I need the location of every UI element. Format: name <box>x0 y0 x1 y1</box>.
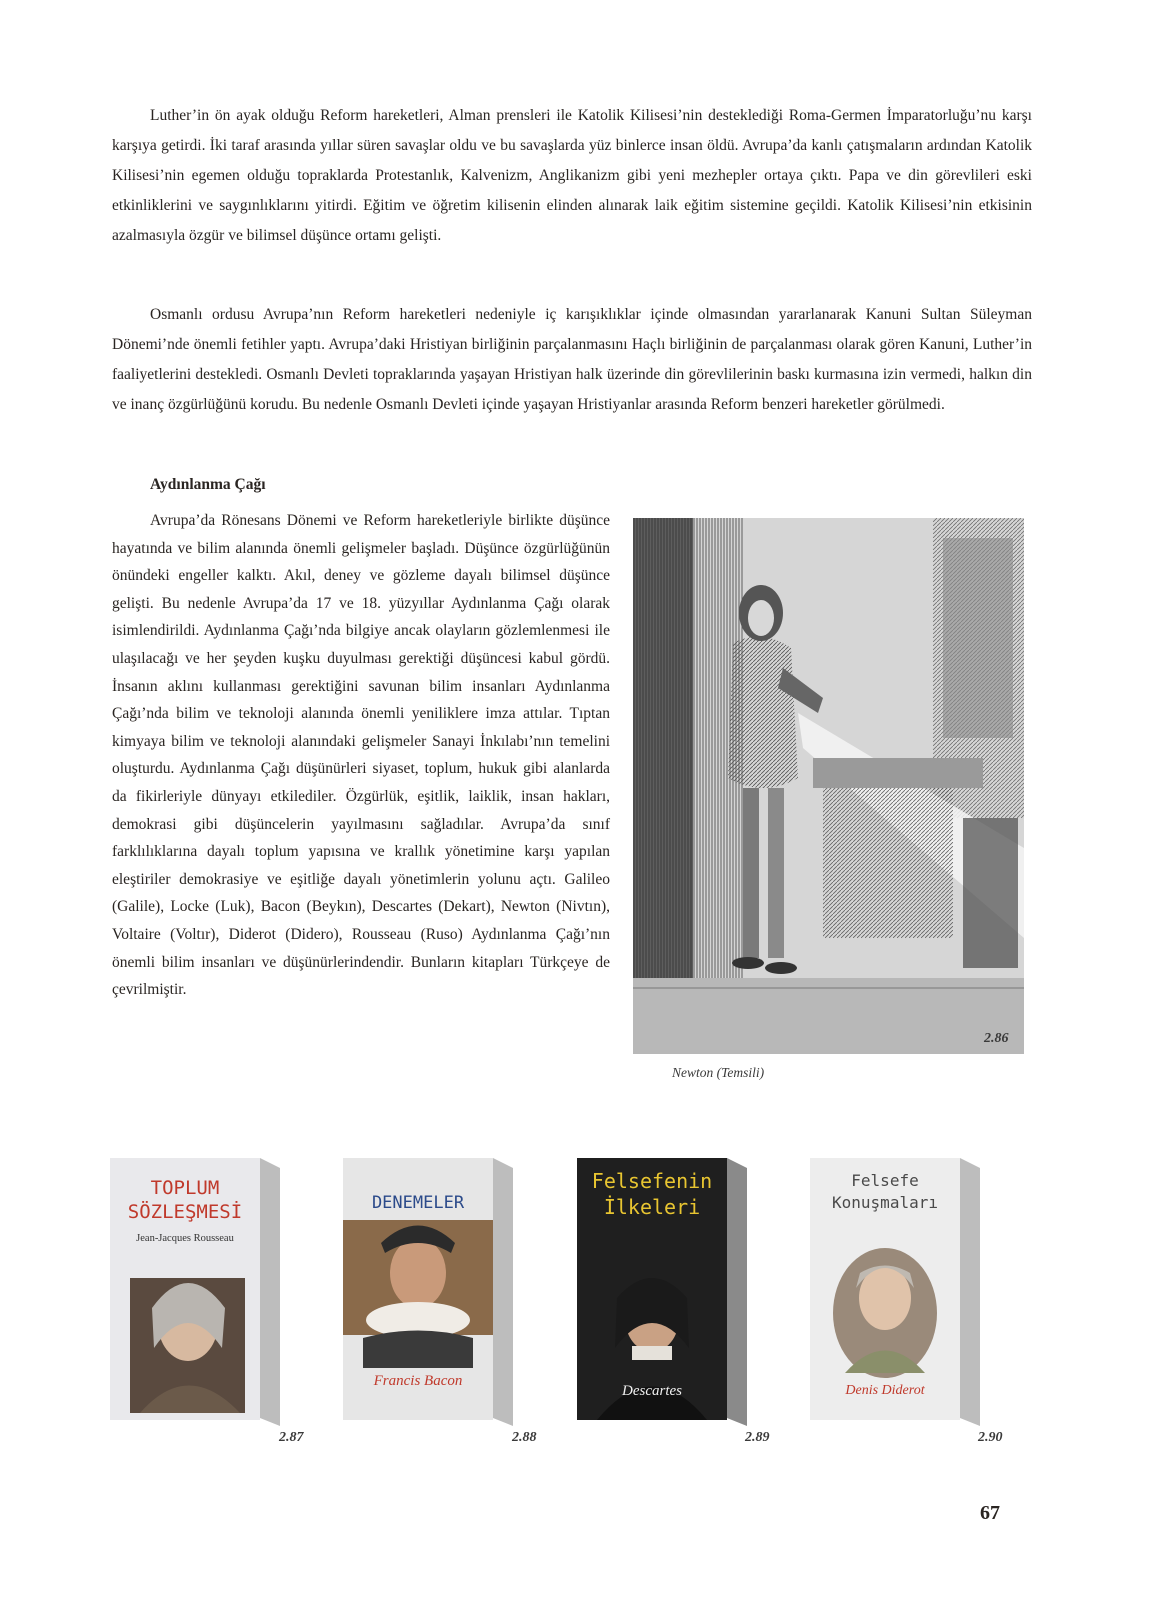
book-title: TOPLUM SÖZLEŞMESİ <box>127 1177 243 1223</box>
book-title: Felsefenin İlkeleri <box>591 1169 713 1219</box>
book-author: Jean-Jacques Rousseau <box>136 1233 234 1244</box>
figure-number-book-2: 2.88 <box>512 1430 537 1445</box>
page-number: 67 <box>980 1502 1000 1524</box>
figure-number-book-4: 2.90 <box>978 1430 1003 1445</box>
book-author: Denis Diderot <box>845 1383 925 1398</box>
figure-number-book-3: 2.89 <box>745 1430 770 1445</box>
newton-caption: Newton (Temsili) <box>672 1065 765 1080</box>
paragraph-enlightenment: Avrupa’da Rönesans Dönemi ve Reform hareketleriyle birlikte düşünce hayatında ve bilim alanında önemli gelişmeler başladı. Düşünce özgürlüğünün önündeki engeller kalktı. Akıl, deney ve gözleme dayalı bilimsel düşünce gelişti. Bu nedenle Avrupa’da 17 ve 18. yüzyıllar Aydınlanma Çağı olarak isimlendirildi. Aydınlanma Çağı’nda bilgiye ancak olayların gözlemlenmesi ile ulaşılacağı ve her şeyden kuşku duyulması gerektiği düşüncesi kabul gördü. İnsanın aklını kullanması gerektiğini savunan bilim insanları Aydınlanma Çağı’nda bilim ve teknoloji alanında önemli yeniliklere imza attılar. Tıptan kimyaya bilim ve teknoloji alanındaki gelişmeler Sanayi İnkılabı’nın temelini oluşturdu. Aydınlanma Çağı düşünürleri siyaset, toplum, hukuk gibi alanlarda da fikirleriyle dünyayı etkilediler. Özgürlük, eşitlik, laiklik, insan hakları, demokrasi gibi düşüncelerin yayılmasını sağladılar. Avrupa’da sınıf farklılıklarına dayalı toplum yapısına ve krallık yönetimine karşı yapılan eleştiriler demokrasiye ve eşitliğe dayalı yönetimlerin yolunu açtı. Galileo (Galile), Locke (Luk), Bacon (Beykın), Descartes (Dekart), Newton (Nivtın), Voltaire (Voltır), Diderot (Didero), Rousseau (Ruso) Aydınlanma Çağı’nın önemli bilim insanları ve düşünürlerindendir. Bunların kitapları Türkçeye de çevrilmiştir. <box>112 512 610 999</box>
section-heading-enlightenment: Aydınlanma Çağı <box>150 476 266 493</box>
book-title: DENEMELER <box>371 1193 465 1213</box>
book-author: Descartes <box>622 1383 682 1399</box>
book-cover-felsefe-konusmalari <box>810 1148 990 1433</box>
intro-paragraph-reform: Luther’in ön ayak olduğu Reform hareketleri, Alman prensleri ile Katolik Kilisesi’nin desteklediği Roma-Germen İmparatorluğu’nu karşı karşıya getirdi. İki taraf arasında yıllar süren savaşlar oldu ve bu savaşlarda yüz binlerce insan öldü. Avrupa’da kanlı çatışmaların ardından Katolik Kilisesi’nin egemen olduğu topraklarda Protestanlık, Kalvenizm, Anglikanizm gibi yeni mezhepler ortaya çıktı. Papa ve din görevlileri eski etkinliklerini ve saygınlıklarını yitirdi. Eğitim ve öğretim kilisenin elinden alınarak laik eğitim sistemine geçildi. Katolik Kilisesi’nin etkisinin azalmasıyla özgür ve bilimsel düşünce ortamı gelişti. <box>112 107 1032 244</box>
book-cover-felsefenin-ilkeleri <box>577 1148 757 1433</box>
book-title: Felsefe Konuşmaları <box>832 1171 938 1212</box>
paragraph-ottoman-reform: Osmanlı ordusu Avrupa’nın Reform hareketleri nedeniyle iç karışıklıklar içinde olmasından yararlanarak Kanuni Sultan Süleyman Dönemi’nde önemli fetihler yaptı. Avrupa’daki Hristiyan birliğinin parçalanmasını Haçlı birliğinin de parçalanması olarak gören Kanuni, Luther’in faaliyetlerini destekledi. Osmanlı Devleti topraklarında yaşayan Hristiyan halk üzerinde din görevlilerinin baskı kurmasına izin vermedi, halkın din ve inanç özgürlüğünü korudu. Bu nedenle Osmanlı Devleti içinde yaşayan Hristiyanlar arasında Reform benzeri hareketler görülmedi. <box>112 306 1032 413</box>
figure-number-newton: 2.86 <box>984 1031 1009 1046</box>
newton-engraving-image <box>633 518 1024 1054</box>
book-cover-toplum-sozlesmesi <box>110 1148 290 1433</box>
figure-number-book-1: 2.87 <box>279 1430 304 1445</box>
book-cover-denemeler <box>343 1148 523 1433</box>
book-author: Francis Bacon <box>373 1373 463 1389</box>
